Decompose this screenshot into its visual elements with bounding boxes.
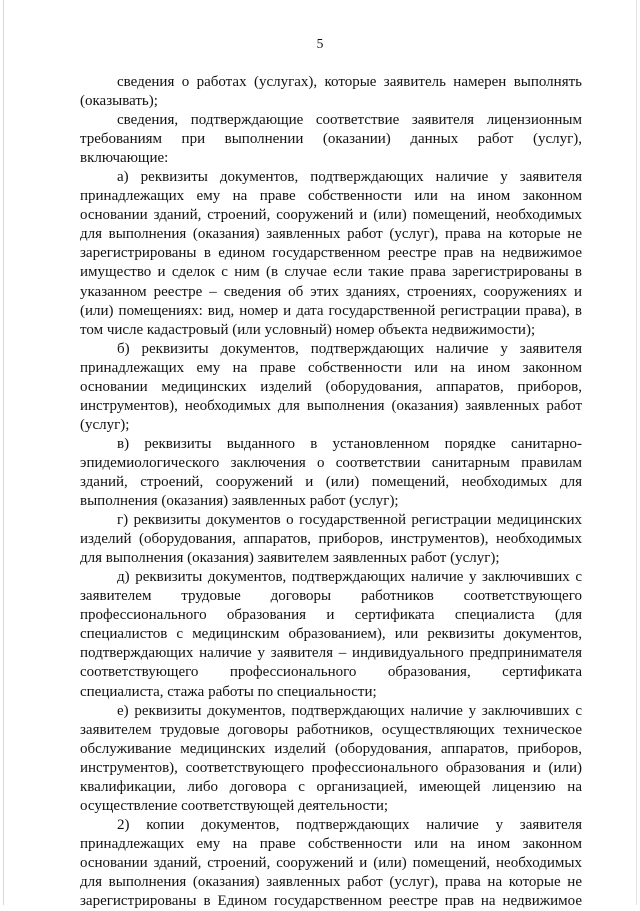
text-line: а) реквизиты документов, подтверждающих наличие у заявителя [117,169,582,186]
text-line: для выполнения (оказания) заявленных работ (услуг), права на которые не [80,226,582,243]
text-line: соответствующего профессионального образования, сертификата [80,664,582,681]
page-number: 5 [316,36,324,51]
text-line: заявителем трудовые договоры работников, осуществляющих техническое [80,721,582,738]
text-line: инструментов), необходимых для выполнения (оказания) заявленных работ [80,397,582,414]
text-line: изделий (оборудования, аппаратов, приборов, инструментов), необходимых [80,531,582,548]
text-line: заявителем трудовые договоры работников соответствующего [80,588,582,605]
text-line: 2) копии документов, подтверждающих наличие у заявителя [117,816,582,833]
text-line: том числе кадастровый (или условный) номер объекта недвижимости); [80,321,536,338]
text-line: зарегистрированы в едином государственном реестре прав на недвижимое [80,245,582,262]
text-line: сведения о работах (услугах), которые заявитель намерен выполнять [117,74,582,90]
text-line: (оказывать); [80,93,158,110]
text-line: (услуг); [80,416,130,433]
text-line: в) реквизиты выданного в установленном порядке санитарно- [117,435,582,452]
page-left-edge [3,0,4,905]
document-body-text [80,73,582,911]
text-line: принадлежащих ему на праве собственности или на ином законном [80,835,582,852]
text-line: обслуживание медицинских изделий (оборудования, аппаратов, приборов, [80,740,582,757]
text-line: принадлежащих ему на праве собственности или на ином законном [80,188,582,205]
text-line: для выполнения (оказания) заявителем заявленных работ (услуг); [80,550,500,567]
text-line: основании зданий, строений, сооружений и (или) помещений, необходимых [80,207,582,224]
text-line: зарегистрированы в Едином государственном реестре прав на недвижимое [80,893,582,910]
text-line: инструментов), соответствующего профессионального образования и (или) [80,759,582,776]
text-line: эпидемиологического заключения о соответствии санитарным правилам [80,454,582,471]
text-line: требованиям при выполнении (оказании) данных работ (услуг), [80,131,582,148]
text-line: выполнения (оказания) заявленных работ (услуг); [80,493,399,510]
text-line: подтверждающих наличие у заявителя – индивидуального предпринимателя [80,645,582,662]
text-line: специалиста, стажа работы по специальности; [80,683,377,700]
text-line: для выполнения (оказания) заявленных работ (услуг), права на которые не [80,873,582,890]
text-line: указанном реестре – сведения об этих зданиях, строениях, сооружениях и [80,283,582,300]
text-line: основании зданий, строений, сооружений и (или) помещений, необходимых [80,854,582,871]
text-line: квалификации, либо договора с организацией, имеющей лицензию на [80,778,582,795]
text-line: е) реквизиты документов, подтверждающих наличие у заключивших с [117,702,582,719]
text-line: зданий, строений, сооружений и (или) помещений, необходимых для [80,473,582,490]
text-line: д) реквизиты документов, подтверждающих наличие у заключивших с [117,569,582,586]
text-line: имущество и сделок с ним (в случае если такие права зарегистрированы в [80,264,582,281]
text-line: основании медицинских изделий (оборудования, аппаратов, приборов, [80,378,582,395]
text-line: профессионального образования и сертификата специалиста (для [80,607,582,624]
text-line: осуществление соответствующей деятельности; [80,797,389,814]
text-line: принадлежащих ему на праве собственности или на ином законном [80,359,582,376]
text-line: сведения, подтверждающие соответствие заявителя лицензионным [117,112,582,129]
text-line: г) реквизиты документов о государственной регистрации медицинских [117,512,582,529]
text-line: (или) помещениях: вид, номер и дата государственной регистрации права), в [80,302,582,319]
text-line: б) реквизиты документов, подтверждающих наличие у заявителя [117,340,582,357]
text-line: включающие: [80,150,169,167]
page-right-edge [636,0,637,905]
text-line: специалистов с медицинским образованием), или реквизиты документов, [80,626,582,643]
